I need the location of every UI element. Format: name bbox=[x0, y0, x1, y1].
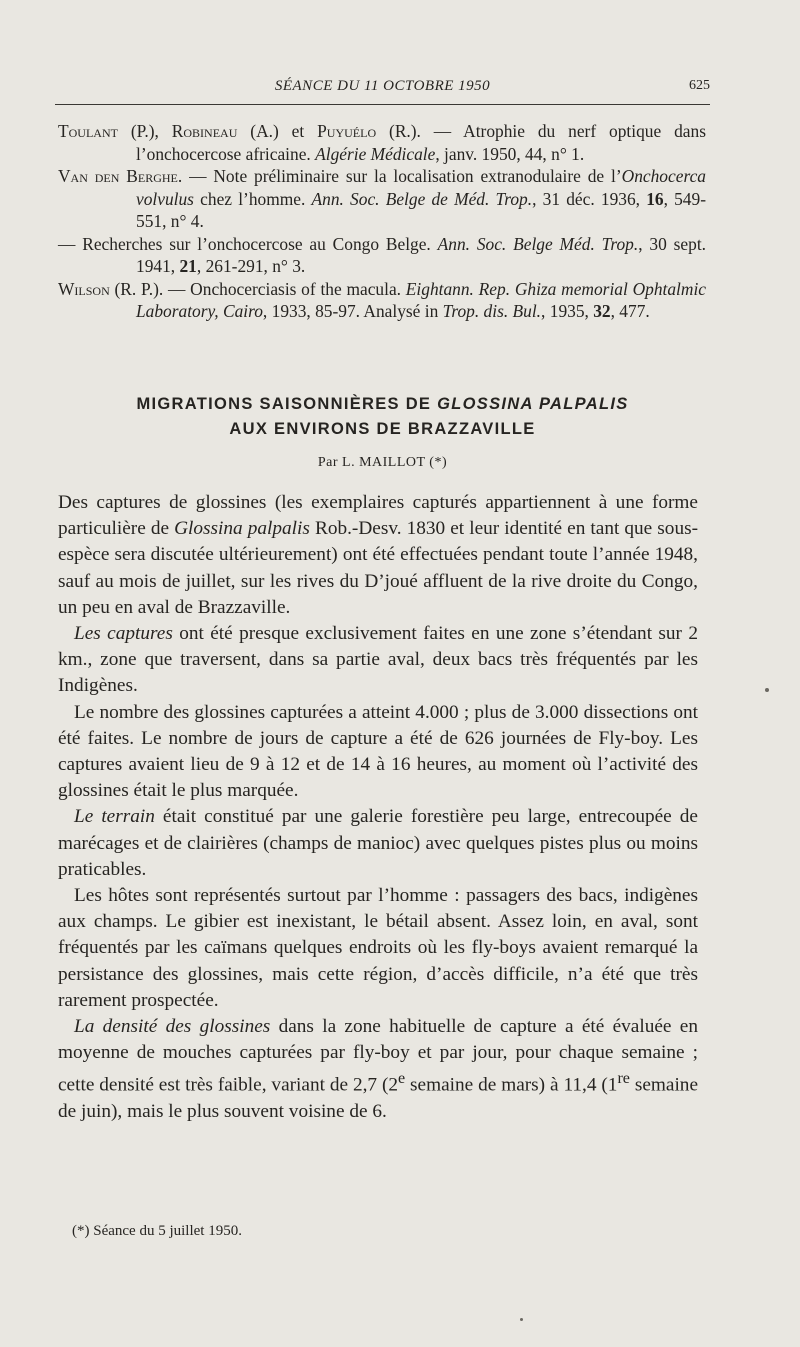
article-title bbox=[55, 392, 710, 442]
paragraph: La densité des glossines dans la zone habituelle de capture a été évaluée en moyenne de mouches capturées par fly-boy et par jour, pour chaque semaine ; cette densité est très faible, variant de 2,7 (2e semaine de mars) à 11,4 (1re semaine de juin), mais le plus souvent voisine de 6. bbox=[58, 1016, 699, 1123]
page-number: 625 bbox=[689, 78, 710, 93]
article-body bbox=[58, 490, 698, 1125]
paragraph: Des captures de glossines (les exemplaires capturés appartiennent à une forme particulière de Glossina palpalis Rob.-Desv. 1830 et leur identité en tant que sous-espèce sera discutée ultérieurement) ont été effectuées pendant toute l’année 1948, sauf au mois de juillet, sur les rives du D’joué affluent de la rive droite du Congo, un peu en aval de Brazzaville. bbox=[58, 492, 699, 618]
reference-item: Van den Berghe. — Note préliminaire sur la localisation extranodulaire de l’Onchocerca volvulus chez l’homme. Ann. Soc. Belge de Méd. Trop., 31 déc. 1936, 16, 549-551, n° 4. bbox=[58, 166, 706, 231]
running-header bbox=[55, 78, 710, 100]
paragraph: Les hôtes sont représentés surtout par l’homme : passagers des bacs, indigènes aux champs. Le gibier est inexistant, le bétail absent. Assez loin, en aval, sont fréquentés par les caïmans quelques endroits où les fly-boys avaient remarqué la persistance des glossines, mais cette région, d’accès difficile, n’a été que très rarement prospectée. bbox=[58, 885, 698, 1011]
footnote: (*) Séance du 5 juillet 1950. bbox=[72, 1223, 242, 1239]
running-title: SÉANCE DU 11 OCTOBRE 1950 bbox=[274, 78, 491, 94]
article-title-line-2: AUX ENVIRONS DE BRAZZAVILLE bbox=[229, 420, 536, 438]
header-rule bbox=[55, 104, 710, 105]
reference-item: — Recherches sur l’onchocercose au Congo Belge. Ann. Soc. Belge Méd. Trop., 30 sept. 1941, 21, 261-291, n° 3. bbox=[58, 233, 706, 276]
paper-speck bbox=[765, 688, 769, 692]
paper-speck bbox=[520, 1318, 523, 1321]
article-title-line-1: MIGRATIONS SAISONNIÈRES DE GLOSSINA PALPALIS bbox=[136, 395, 629, 413]
paragraph: Le terrain était constitué par une galerie forestière peu large, entrecoupée de marécages et de clairières (champs de manioc) avec quelques pistes plus ou moins praticables. bbox=[58, 806, 698, 880]
reference-item: Wilson (R. P.). — Onchocerciasis of the macula. Eightann. Rep. Ghiza memorial Ophtalmic Laboratory, Cairo, 1933, 85-97. Analysé in Trop. dis. Bul., 1935, 32, 477. bbox=[58, 278, 706, 321]
paragraph: Le nombre des glossines capturées a atteint 4.000 ; plus de 3.000 dissections ont été faites. Le nombre de jours de capture a été de 626 journées de Fly-boy. Les captures avaient lieu de 9 à 12 et de 14 à 16 heures, au moment où l’activité des glossines était le plus marquée. bbox=[58, 701, 698, 802]
reference-item: Toulant (P.), Robineau (A.) et Puyuélo (R.). — Atrophie du nerf optique dans l’onchocercose africaine. Algérie Médicale, janv. 1950, 44, n° 1. bbox=[58, 121, 706, 164]
byline: Par L. MAILLOT (*) bbox=[317, 455, 448, 470]
paragraph: Les captures ont été presque exclusivement faites en une zone s’étendant sur 2 km., zone que traversent, dans sa partie aval, deux bacs très fréquentés par les Indigènes. bbox=[58, 623, 698, 697]
reference-list bbox=[58, 120, 706, 323]
